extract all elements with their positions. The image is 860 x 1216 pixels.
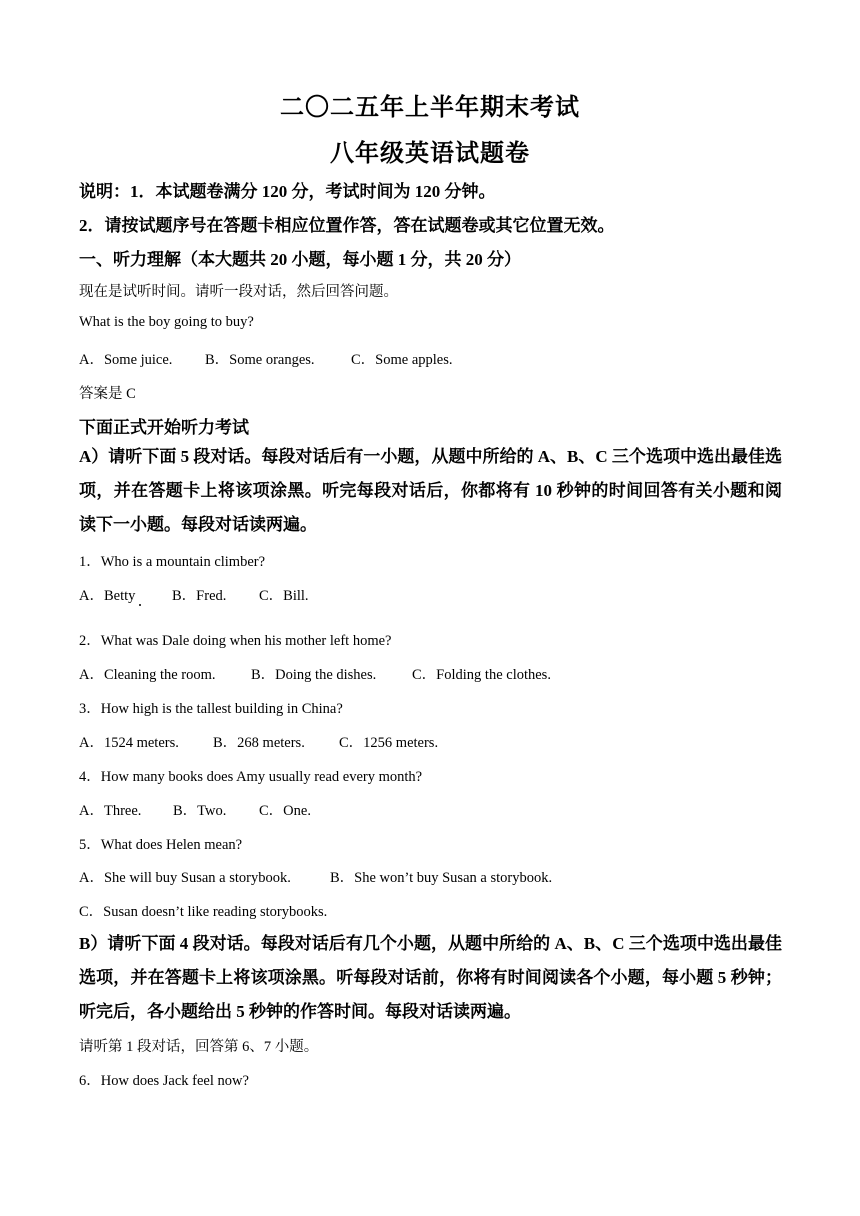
question-3-options <box>79 731 438 752</box>
question-1-options <box>79 584 309 605</box>
exam-title: 二〇二五年上半年期末考试 <box>280 95 580 121</box>
option-b: B．She won’t buy Susan a storybook. <box>330 870 553 886</box>
trial-question: What is the boy going to buy? <box>79 314 254 330</box>
note-line-1: 说明：1．本试题卷满分 120 分，考试时间为 120 分钟。 <box>79 182 496 201</box>
option-c: C．Folding the clothes. <box>412 667 551 683</box>
question-2: 2．What was Dale doing when his mother left home? <box>79 633 392 649</box>
trial-options <box>79 348 453 369</box>
exam-subtitle: 八年级英语试题卷 <box>330 141 530 167</box>
question-6: 6．How does Jack feel now? <box>79 1073 249 1089</box>
option-a: A．Cleaning the room. <box>79 667 216 683</box>
option-b: B．268 meters. <box>213 735 305 751</box>
part-a-instructions: A）请听下面 5 段对话。每段对话后有一小题，从题中所给的 A、B、C 三个选项中选出最佳选项，并在答题卡上将该项涂黑。听完每段对话后，你都将有 10 秒钟的时间回答有关小题和阅读下一小题。每段对话读两遍。 <box>79 447 782 534</box>
question-5-options <box>79 866 552 887</box>
question-2-options <box>79 663 551 684</box>
stray-dot <box>139 604 141 606</box>
question-1: 1．Who is a mountain climber? <box>79 554 266 570</box>
trial-option-a: A．Some juice. <box>79 352 173 368</box>
question-4-options <box>79 799 311 820</box>
note-line-2: 2．请按试题序号在答题卡相应位置作答，答在试题卷或其它位置无效。 <box>79 216 615 235</box>
question-4: 4．How many books does Amy usually read every month? <box>79 769 423 785</box>
question-5-option-c: C．Susan doesn’t like reading storybooks. <box>79 904 328 920</box>
option-a: A．Betty <box>79 588 136 604</box>
question-3: 3．How high is the tallest building in China? <box>79 701 343 717</box>
trial-intro: 现在是试听时间。请听一段对话，然后回答问题。 <box>79 284 398 300</box>
option-c: C．Bill. <box>259 588 309 604</box>
section-heading: 一、听力理解（本大题共 20 小题，每小题 1 分，共 20 分） <box>79 250 521 269</box>
trial-option-b: B．Some oranges. <box>205 352 315 368</box>
option-a: A．She will buy Susan a storybook. <box>79 870 291 886</box>
option-b: B．Fred. <box>172 588 227 604</box>
question-5: 5．What does Helen mean? <box>79 837 243 853</box>
option-b: B．Doing the dishes. <box>251 667 377 683</box>
option-c: C．One. <box>259 803 311 819</box>
part-b-intro: 请听第 1 段对话，回答第 6、7 小题。 <box>79 1039 319 1055</box>
part-b-instructions: B）请听下面 4 段对话。每段对话后有几个小题，从题中所给的 A、B、C 三个选项中选出最佳选项，并在答题卡上将该项涂黑。听每段对话前，你将有时间阅读各个小题，每小题 5 秒钟；听完后，各小题给出 5 秒钟的作答时间。每段对话读两遍。 <box>79 934 782 1021</box>
option-a: A．1524 meters. <box>79 735 179 751</box>
trial-option-c: C．Some apples. <box>351 352 453 368</box>
option-c: C．1256 meters. <box>339 735 439 751</box>
option-a: A．Three. <box>79 803 142 819</box>
exam-start: 下面正式开始听力考试 <box>79 418 249 437</box>
trial-answer: 答案是 C <box>79 386 136 402</box>
option-b: B．Two. <box>173 803 227 819</box>
